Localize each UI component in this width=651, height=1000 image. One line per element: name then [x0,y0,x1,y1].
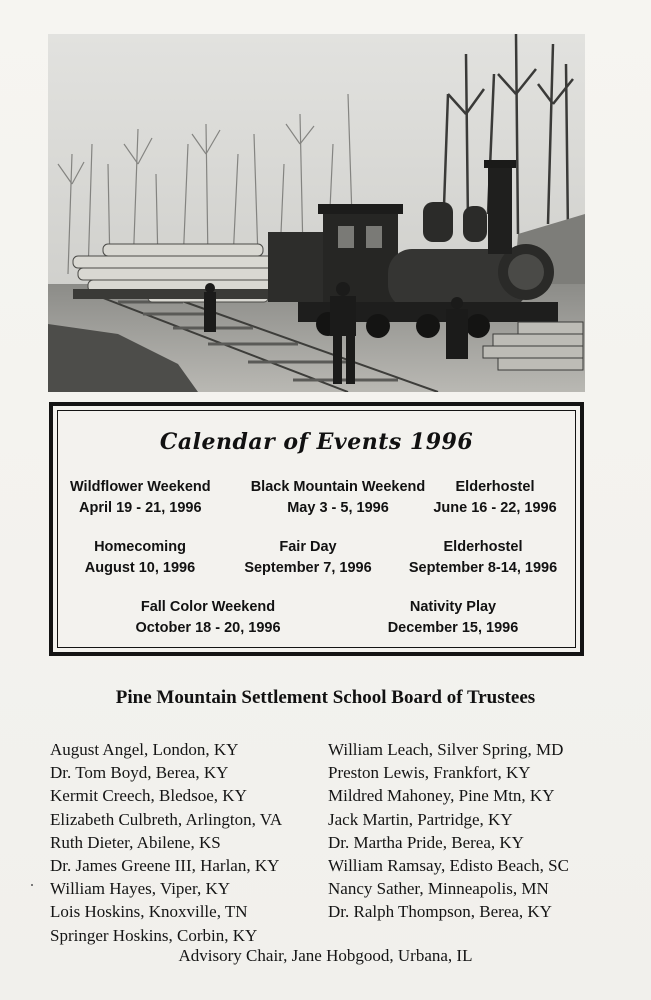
trustee-entry: Dr. Ralph Thompson, Berea, KY [328,902,552,922]
trustee-entry: Dr. James Greene III, Harlan, KY [50,855,280,875]
trustee-entry: Springer Hoskins, Corbin, KY [50,925,258,945]
trustee-entry: William Ramsay, Edisto Beach, SC [328,855,569,875]
event-date: August 10, 1996 [84,560,196,576]
board-title: Pine Mountain Settlement School Board of Trustees [115,687,536,708]
trustees-left-column [50,738,282,947]
event-name: Elderhostel [455,479,535,495]
event-name: Homecoming [94,539,186,555]
event-nativity-play [358,597,548,639]
trustee-entry: Kermit Creech, Bledsoe, KY [50,786,247,806]
event-name: Black Mountain Weekend [250,479,426,495]
trustee-entry: Jack Martin, Partridge, KY [328,809,513,829]
calendar-box [49,402,584,656]
event-name: Nativity Play [409,599,497,615]
calendar-title: Calendar of Events 1996 [159,429,474,455]
trustee-entry: Preston Lewis, Frankfort, KY [328,763,531,783]
trustee-entry: Nancy Sather, Minneapolis, MN [328,879,549,899]
event-name: Wildflower Weekend [70,479,211,495]
advisory-chair: Advisory Chair, Jane Hobgood, Urbana, IL [178,946,473,965]
trustee-entry: Mildred Mahoney, Pine Mtn, KY [328,786,555,806]
print-speck [31,884,33,886]
trustee-entry: William Hayes, Viper, KY [50,879,231,899]
trustee-entry: William Leach, Silver Spring, MD [328,740,564,759]
event-name: Fair Day [279,539,337,555]
event-date: September 8-14, 1996 [408,560,558,576]
event-date: April 19 - 21, 1996 [79,500,202,516]
event-black-mountain-weekend [238,477,438,519]
event-date: June 16 - 22, 1996 [433,500,557,516]
event-elderhostel-june [420,477,570,519]
calendar-inner-border [57,410,576,648]
event-fair-day [223,537,393,579]
trustee-entry: August Angel, London, KY [50,740,239,759]
event-elderhostel-september [393,537,573,579]
event-date: October 18 - 20, 1996 [135,620,281,636]
event-fall-color-weekend [118,597,298,639]
trustee-entry: Dr. Martha Pride, Berea, KY [328,832,524,852]
steam-locomotive-photo-icon [48,34,585,392]
trustees-right-column [328,738,569,924]
event-name: Fall Color Weekend [140,599,276,615]
event-wildflower-weekend [70,477,211,519]
trustee-entry: Dr. Tom Boyd, Berea, KY [50,763,229,783]
trustee-entry: Lois Hoskins, Knoxville, TN [50,902,248,922]
trustee-entry: Elizabeth Culbreth, Arlington, VA [50,809,283,829]
event-date: December 15, 1996 [387,620,519,636]
locomotive-photo [48,34,585,392]
event-date: May 3 - 5, 1996 [287,500,389,516]
trustee-entry: Ruth Dieter, Abilene, KS [50,832,221,852]
event-homecoming [70,537,210,579]
event-name: Elderhostel [443,539,523,555]
event-date: September 7, 1996 [244,560,372,576]
